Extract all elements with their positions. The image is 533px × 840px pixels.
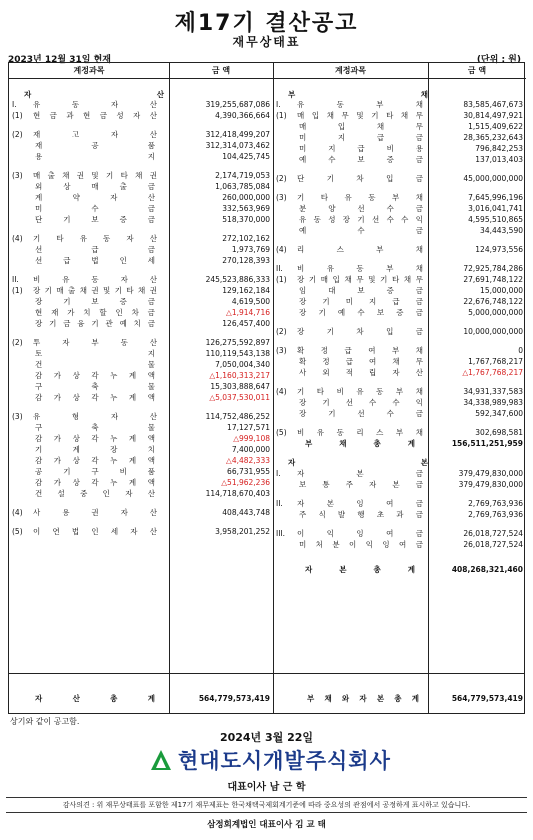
account-amount: 4,619,500 (231, 297, 270, 306)
account-amount: 4,390,366,664 (215, 111, 270, 120)
account-label: 감 가 상 각 누 계 액 (35, 393, 155, 402)
row-number: (3) (12, 171, 23, 180)
row-number: I. (276, 469, 281, 478)
right-row (9, 99, 526, 110)
account-label: 기 타 유 동 자 산 (33, 234, 157, 243)
account-label: 선 급 법 인 세 (35, 256, 155, 265)
account-amount: 1,767,768,217 (468, 357, 523, 366)
account-label: 장 기 예 수 보 증 금 (299, 308, 423, 317)
account-label: 감 가 상 각 누 계 액 (35, 478, 155, 487)
account-amount: 272,102,162 (222, 234, 270, 243)
account-label: 공 기 구 비 품 (35, 467, 155, 476)
account-label: 장 기 선 수 금 (299, 409, 423, 418)
total-assets-label: 자 산 총 계 (35, 694, 155, 703)
account-label: 자 본 금 (297, 469, 423, 478)
row-number: (4) (276, 245, 287, 254)
account-amount: △4,482,333 (226, 456, 270, 465)
ceo-name: 대표이사 남 근 학 (227, 782, 306, 793)
account-label: 확 정 급 여 채 무 (299, 357, 423, 366)
account-label: 선 급 금 (35, 245, 155, 254)
right-row (9, 468, 526, 479)
notice-text: 상기와 같이 공고함. (10, 717, 80, 726)
account-label: 건 물 (35, 360, 155, 369)
right-row (9, 307, 526, 318)
account-label: 매 출 채 권 및 기 타 채 권 (33, 171, 157, 180)
account-amount: 319,255,687,086 (205, 100, 270, 109)
account-label: 비 유 동 자 산 (33, 275, 157, 284)
right-row (9, 225, 526, 236)
right-row (9, 285, 526, 296)
page-title: 제17기 결산공고 (174, 11, 359, 36)
account-amount: 126,457,400 (222, 319, 270, 328)
account-label: 기 계 장 치 (35, 445, 155, 454)
right-row (9, 274, 526, 285)
account-label: 리 스 부 채 (297, 245, 423, 254)
right-row (9, 397, 526, 408)
account-amount: 114,752,486,252 (205, 412, 270, 421)
account-amount: 17,127,571 (227, 423, 270, 432)
account-amount: 518,370,000 (222, 215, 270, 224)
account-amount: △1,914,716 (226, 308, 270, 317)
account-amount: △1,767,768,217 (462, 368, 523, 377)
right-row (9, 345, 526, 356)
account-amount: 22,676,748,122 (463, 297, 523, 306)
account-label: 미 지 급 비 용 (299, 144, 423, 153)
right-row (9, 263, 526, 274)
account-label: 장 기 보 증 금 (35, 297, 155, 306)
row-number: (1) (12, 111, 23, 120)
row-number: (1) (12, 286, 23, 295)
account-amount: 104,425,745 (222, 152, 270, 161)
account-label: 자 본 총 계 (305, 565, 415, 574)
account-label: 토 지 (35, 349, 155, 358)
right-row (9, 386, 526, 397)
row-number: (2) (12, 338, 23, 347)
account-amount: 260,000,000 (222, 193, 270, 202)
row-number: (4) (12, 234, 23, 243)
right-row (9, 143, 526, 154)
account-label: 장 기 선 수 수 익 (299, 398, 423, 407)
account-amount: 7,645,996,196 (468, 193, 523, 202)
account-label: 유 동 자 산 (33, 100, 157, 109)
account-label: 단 기 보 증 금 (35, 215, 155, 224)
account-amount: 26,018,727,524 (463, 529, 523, 538)
header-account-right: 계정과목 (273, 63, 428, 79)
account-amount: 129,162,184 (222, 286, 270, 295)
account-label: 용 지 (35, 152, 155, 161)
account-label: 미 수 금 (35, 204, 155, 213)
publish-date: 2024년 3월 22일 (219, 731, 314, 744)
account-label: 장 기 미 지 급 금 (299, 297, 423, 306)
right-row (9, 296, 526, 307)
row-number: I. (276, 100, 281, 109)
account-label: 이 익 잉 여 금 (297, 529, 423, 538)
account-amount: 2,769,763,936 (468, 510, 523, 519)
account-label: 매 입 채 무 및 기 타 채 무 (297, 111, 423, 120)
account-amount: 10,000,000,000 (463, 327, 523, 336)
account-label: 구 축 물 (35, 423, 155, 432)
right-row (9, 498, 526, 509)
account-amount: 7,050,004,340 (215, 360, 270, 369)
account-label: 자 본 잉 여 금 (297, 499, 423, 508)
account-label: 장 기 매 출 채 권 및 기 타 채 권 (33, 286, 157, 295)
account-amount: 114,718,670,403 (205, 489, 270, 498)
account-label: 유 동 부 채 (297, 100, 423, 109)
row-number: (3) (12, 412, 23, 421)
balance-sheet-table (8, 62, 525, 714)
account-label: 비 유 동 리 스 부 채 (297, 428, 423, 437)
row-number: (1) (276, 275, 287, 284)
account-label: 자 본 (288, 458, 428, 467)
right-row (9, 110, 526, 121)
account-amount: 34,338,989,983 (463, 398, 523, 407)
account-label: 재 공 품 (35, 141, 155, 150)
row-number: I. (12, 100, 17, 109)
account-amount: 4,595,510,865 (468, 215, 523, 224)
account-label: 단 기 차 입 금 (297, 174, 423, 183)
account-amount: 30,814,497,921 (463, 111, 523, 120)
right-row (9, 192, 526, 203)
account-amount: 2,769,763,936 (468, 499, 523, 508)
right-row (9, 427, 526, 438)
row-number: (5) (12, 527, 23, 536)
right-row (9, 457, 526, 468)
account-label: 유 동 성 장 기 선 수 수 익 (299, 215, 423, 224)
account-amount: 1,063,785,084 (215, 182, 270, 191)
right-row (9, 408, 526, 419)
account-label: 미 처 분 이 익 잉 여 금 (299, 540, 423, 549)
account-amount: 302,698,581 (475, 428, 523, 437)
account-amount: 592,347,600 (475, 409, 523, 418)
account-amount: 3,016,041,741 (468, 204, 523, 213)
account-label: 장 기 차 입 금 (297, 327, 423, 336)
account-amount: 3,958,201,252 (215, 527, 270, 536)
company-name: 현대도시개발주식회사 (178, 749, 391, 773)
account-label: 주 식 발 행 초 과 금 (299, 510, 423, 519)
row-number: II. (276, 264, 283, 273)
right-row (9, 132, 526, 143)
row-number: II. (12, 275, 19, 284)
account-amount: 5,000,000,000 (468, 308, 523, 317)
account-amount: 156,511,251,959 (451, 439, 523, 448)
account-amount: 26,018,727,524 (463, 540, 523, 549)
account-label: 임 대 보 증 금 (299, 286, 423, 295)
row-number: (4) (276, 387, 287, 396)
right-row (9, 539, 526, 550)
row-number: (1) (276, 111, 287, 120)
account-amount: 72,925,784,286 (463, 264, 523, 273)
row-number: II. (276, 499, 283, 508)
account-amount: 124,973,556 (475, 245, 523, 254)
right-row (9, 564, 526, 575)
right-row (9, 509, 526, 520)
account-amount: 408,268,321,460 (451, 565, 523, 574)
account-amount: △999,108 (233, 434, 270, 443)
account-label: 부 채 총 계 (305, 439, 415, 448)
account-label: 사 용 권 자 산 (33, 508, 157, 517)
account-amount: 312,418,499,207 (205, 130, 270, 139)
audit-opinion: 감사의견 : 위 재무상태표를 포함한 제17기 재무제표는 한국채택국제회계기준에 따라 중요성의 관점에서 공정하게 표시하고 있습니다. (6, 797, 527, 813)
row-number: (2) (276, 327, 287, 336)
unit-label: (단위 : 원) (476, 55, 521, 65)
account-amount: 408,443,748 (222, 508, 270, 517)
account-amount: 110,119,543,138 (205, 349, 270, 358)
right-row (9, 214, 526, 225)
row-number: (5) (276, 428, 287, 437)
account-label: 투 자 부 동 산 (33, 338, 157, 347)
total-liab-equity-amount: 564,779,573,419 (451, 694, 523, 703)
account-label: 현 금 과 현 금 성 자 산 (33, 111, 157, 120)
account-label: 장 기 매 입 채 무 및 기 타 채 무 (297, 275, 423, 284)
account-label: 이 연 법 인 세 자 산 (33, 527, 157, 536)
account-label: 보 통 주 자 본 금 (299, 480, 423, 489)
row-number: (3) (276, 193, 287, 202)
right-row (9, 173, 526, 184)
account-amount: 7,400,000 (231, 445, 270, 454)
row-number: (4) (12, 508, 23, 517)
right-row (9, 121, 526, 132)
account-amount: 27,691,748,122 (463, 275, 523, 284)
account-label: 예 수 보 증 금 (299, 155, 423, 164)
account-amount: 34,443,590 (480, 226, 523, 235)
account-amount: 66,731,955 (227, 467, 270, 476)
right-row (9, 203, 526, 214)
account-amount: △51,962,236 (221, 478, 270, 487)
right-row (9, 438, 526, 449)
account-label: 장 기 금 융 기 관 예 치 금 (35, 319, 155, 328)
account-amount: 379,479,830,000 (458, 469, 523, 478)
header-amount-left: 금 액 (169, 63, 273, 79)
account-label: 부 채 (288, 90, 428, 99)
total-assets-amount: 564,779,573,419 (198, 694, 270, 703)
auditor-name: 삼정회계법인 대표이사 김 교 태 (207, 820, 326, 830)
account-label: 구 축 물 (35, 382, 155, 391)
account-amount: 15,303,888,647 (210, 382, 270, 391)
right-row (9, 479, 526, 490)
account-amount: 137,013,403 (475, 155, 523, 164)
statement-title: 재무상태표 (232, 35, 301, 49)
account-amount: 245,523,886,333 (205, 275, 270, 284)
row-number: (2) (276, 174, 287, 183)
total-row (9, 693, 526, 704)
account-amount: 2,174,719,053 (215, 171, 270, 180)
right-row (9, 154, 526, 165)
account-label: 유 형 자 산 (33, 412, 157, 421)
company-logo (150, 745, 400, 775)
account-amount: 1,515,409,622 (468, 122, 523, 131)
account-amount: 312,314,073,462 (205, 141, 270, 150)
account-amount: 45,000,000,000 (463, 174, 523, 183)
account-label: 현 재 가 치 할 인 차 금 (35, 308, 155, 317)
statement-date: 2023년 12월 31일 현재 (8, 55, 111, 65)
account-amount: 270,128,393 (222, 256, 270, 265)
account-label: 계 약 자 산 (35, 193, 155, 202)
account-amount: 83,585,467,673 (463, 100, 523, 109)
right-row (9, 528, 526, 539)
triangle-logo-icon (150, 749, 172, 771)
divider (9, 673, 524, 674)
account-label: 건 설 중 인 자 산 (35, 489, 155, 498)
account-label: 감 가 상 각 누 계 액 (35, 456, 155, 465)
account-amount: 379,479,830,000 (458, 480, 523, 489)
total-liab-equity-label: 부 채 와 자 본 총 계 (307, 694, 419, 703)
right-row (9, 326, 526, 337)
header-amount-right: 금 액 (428, 63, 526, 79)
account-amount: 126,275,592,897 (205, 338, 270, 347)
account-label: 재 고 자 산 (33, 130, 157, 139)
account-amount: △5,037,530,011 (209, 393, 270, 402)
account-label: 감 가 상 각 누 계 액 (35, 434, 155, 443)
row-number: III. (276, 529, 286, 538)
account-amount: △1,160,313,217 (209, 371, 270, 380)
account-amount: 796,842,253 (475, 144, 523, 153)
account-label: 기 타 유 동 부 채 (297, 193, 423, 202)
account-label: 미 지 급 금 (299, 133, 423, 142)
account-label: 확 정 급 여 부 채 (297, 346, 423, 355)
account-label: 매 입 채 무 (299, 122, 423, 131)
account-amount: 15,000,000 (480, 286, 523, 295)
right-row (9, 244, 526, 255)
account-label: 자 산 (24, 90, 164, 99)
right-row (9, 367, 526, 378)
account-label: 사 외 적 립 자 산 (299, 368, 423, 377)
row-number: (3) (276, 346, 287, 355)
account-amount: 34,931,337,583 (463, 387, 523, 396)
account-label: 감 가 상 각 누 계 액 (35, 371, 155, 380)
account-amount: 1,973,769 (231, 245, 270, 254)
account-label: 기 타 비 유 동 부 채 (297, 387, 423, 396)
right-row (9, 356, 526, 367)
account-label: 예 수 금 (299, 226, 423, 235)
account-amount: 28,365,232,643 (463, 133, 523, 142)
account-label: 비 유 동 부 채 (297, 264, 423, 273)
header-account-left: 계정과목 (9, 63, 169, 79)
row-number: (2) (12, 130, 23, 139)
account-label: 분 양 선 수 금 (299, 204, 423, 213)
account-amount: 0 (518, 346, 523, 355)
account-amount: 332,563,969 (222, 204, 270, 213)
account-label: 외 상 매 출 금 (35, 182, 155, 191)
